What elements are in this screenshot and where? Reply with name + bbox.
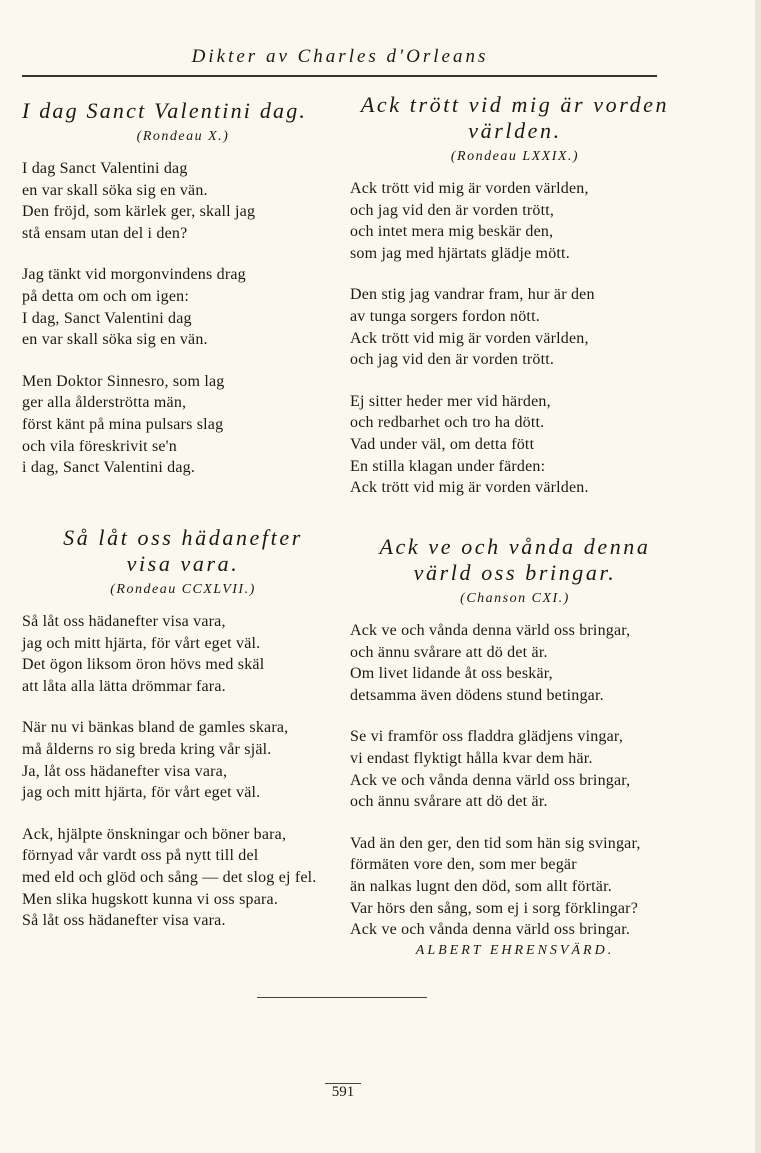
stanza bbox=[22, 371, 344, 479]
poem-title: Ack ve och vånda denna värld oss bringar. bbox=[379, 534, 651, 585]
verse-line: Men slika hugskott kunna vi oss spara. bbox=[22, 890, 279, 908]
verse-line: Ej sitter heder mer vid härden, bbox=[350, 392, 551, 410]
stanza bbox=[22, 824, 344, 932]
verse-line: I dag, Sanct Valentini dag bbox=[22, 309, 192, 327]
verse-line: Det ögon liksom öron hövs med skäl bbox=[22, 656, 265, 674]
verse-line: och intet mera mig beskär den, bbox=[350, 223, 554, 241]
stanza bbox=[22, 611, 344, 697]
verse-line: vi endast flyktigt hålla kvar dem här. bbox=[350, 749, 593, 767]
verse-line: och jag vid den är vorden trött, bbox=[350, 201, 555, 219]
verse-line: detsamma även dödens stund betingar. bbox=[350, 686, 604, 704]
verse-line: Ack ve och vånda denna värld oss bringar, bbox=[350, 622, 631, 639]
verse-line: ger alla ålderströtta män, bbox=[22, 394, 187, 412]
verse-line: och vila föreskrivit se'n bbox=[22, 437, 177, 455]
verse-line: jag och mitt hjärta, för vårt eget väl. bbox=[22, 634, 261, 652]
verse-line: i dag, Sanct Valentini dag. bbox=[22, 459, 196, 477]
poem-subtitle: (Rondeau LXXIX.) bbox=[450, 149, 580, 164]
verse-line: må ålderns ro sig breda kring vår själ. bbox=[22, 740, 272, 758]
verse-line: av tunga sorgers fordon nött. bbox=[350, 307, 540, 325]
verse-line: Ack trött vid mig är vorden världen, bbox=[350, 329, 589, 347]
verse-line: och redbarhet och tro ha dött. bbox=[350, 414, 545, 432]
stanza bbox=[22, 264, 344, 350]
stanza bbox=[350, 178, 680, 264]
stanza bbox=[350, 620, 680, 706]
verse-line: förmäten vore den, som mer begär bbox=[350, 856, 577, 874]
verse-line: med eld och glöd och sång — det slog ej fel. bbox=[22, 868, 317, 886]
running-header: Dikter av Charles d'Orleans bbox=[191, 46, 489, 67]
stanza bbox=[350, 833, 680, 941]
poem-valentini bbox=[22, 98, 344, 479]
verse-line: Ja, låt oss hädanefter visa vara, bbox=[22, 762, 228, 780]
verse-line: Ack trött vid mig är vorden världen. bbox=[350, 479, 589, 497]
stanza bbox=[350, 284, 680, 370]
page-number: 591 bbox=[331, 1084, 355, 1100]
verse-line: Ack ve och vånda denna värld oss bringar, bbox=[350, 771, 631, 789]
verse-line: I dag Sanct Valentini dag bbox=[22, 160, 188, 177]
verse-line: Så låt oss hädanefter visa vara. bbox=[22, 912, 226, 930]
author-signature: ALBERT EHRENSVÄRD. bbox=[415, 943, 615, 958]
verse-line: Om livet lidande åt oss beskär, bbox=[350, 665, 553, 683]
stanza bbox=[350, 391, 680, 499]
verse-line: När nu vi bänkas bland de gamles skara, bbox=[22, 719, 289, 737]
poem-title: Ack trött vid mig är vorden världen. bbox=[360, 92, 670, 143]
verse-line: Jag tänkt vid morgonvindens drag bbox=[22, 266, 246, 284]
verse-line: och jag vid den är vorden trött. bbox=[350, 351, 555, 369]
header-rule bbox=[22, 75, 657, 77]
verse-line: Ack ve och vånda denna värld oss bringar. bbox=[350, 921, 631, 939]
verse-line: en var skall söka sig en vän. bbox=[22, 181, 208, 199]
verse-line: att låta alla lätta drömmar fara. bbox=[22, 677, 226, 695]
verse-line: Se vi framför oss fladdra glädjens vingar, bbox=[350, 728, 624, 746]
poem-subtitle: (Chanson CXI.) bbox=[460, 591, 570, 606]
verse-line: än nalkas lugnt den död, som allt förtär. bbox=[350, 877, 612, 895]
verse-line: en var skall söka sig en vän. bbox=[22, 331, 208, 349]
stanza bbox=[22, 158, 344, 244]
verse-line: Men Doktor Sinnesro, som lag bbox=[22, 372, 225, 390]
poem-ack-trott bbox=[350, 92, 680, 499]
stanza bbox=[350, 726, 680, 812]
verse-line: först känt på mina pulsars slag bbox=[22, 415, 224, 433]
verse-line: En stilla klagan under färden: bbox=[350, 457, 546, 475]
verse-line: Vad under väl, om detta fött bbox=[350, 435, 535, 453]
stanza bbox=[22, 717, 344, 803]
poem-title: Så låt oss hädanefter visa vara. bbox=[63, 525, 303, 576]
verse-line: Ack, hjälpte önskningar och böner bara, bbox=[22, 825, 287, 843]
poem-subtitle: (Rondeau CCXLVII.) bbox=[110, 582, 256, 597]
verse-line: Ack trött vid mig är vorden världen, bbox=[350, 180, 589, 197]
verse-line: och ännu svårare att dö det är. bbox=[350, 643, 548, 661]
verse-line: Så låt oss hädanefter visa vara, bbox=[22, 613, 226, 630]
verse-line: Vad än den ger, den tid som hän sig svingar, bbox=[350, 834, 641, 852]
poem-title: I dag Sanct Valentini dag. bbox=[22, 98, 308, 123]
end-rule bbox=[257, 997, 427, 998]
poem-subtitle: (Rondeau X.) bbox=[136, 129, 230, 144]
page-edge bbox=[755, 0, 761, 1153]
poem-sa-lat-oss bbox=[22, 525, 344, 932]
verse-line: på detta om och om igen: bbox=[22, 287, 189, 305]
verse-line: och ännu svårare att dö det är. bbox=[350, 793, 548, 811]
verse-line: jag och mitt hjärta, för vårt eget väl. bbox=[22, 784, 261, 802]
verse-line: Var hörs den sång, som ej i sorg förklingar? bbox=[350, 899, 639, 917]
verse-line: Den stig jag vandrar fram, hur är den bbox=[350, 286, 595, 304]
verse-line: Den fröjd, som kärlek ger, skall jag bbox=[22, 203, 256, 221]
verse-line: förnyad vår vardt oss på nytt till del bbox=[22, 847, 259, 865]
poem-ack-ve bbox=[350, 534, 680, 941]
verse-line: som jag med hjärtats glädje mött. bbox=[350, 244, 570, 262]
verse-line: stå ensam utan del i den? bbox=[22, 224, 188, 242]
